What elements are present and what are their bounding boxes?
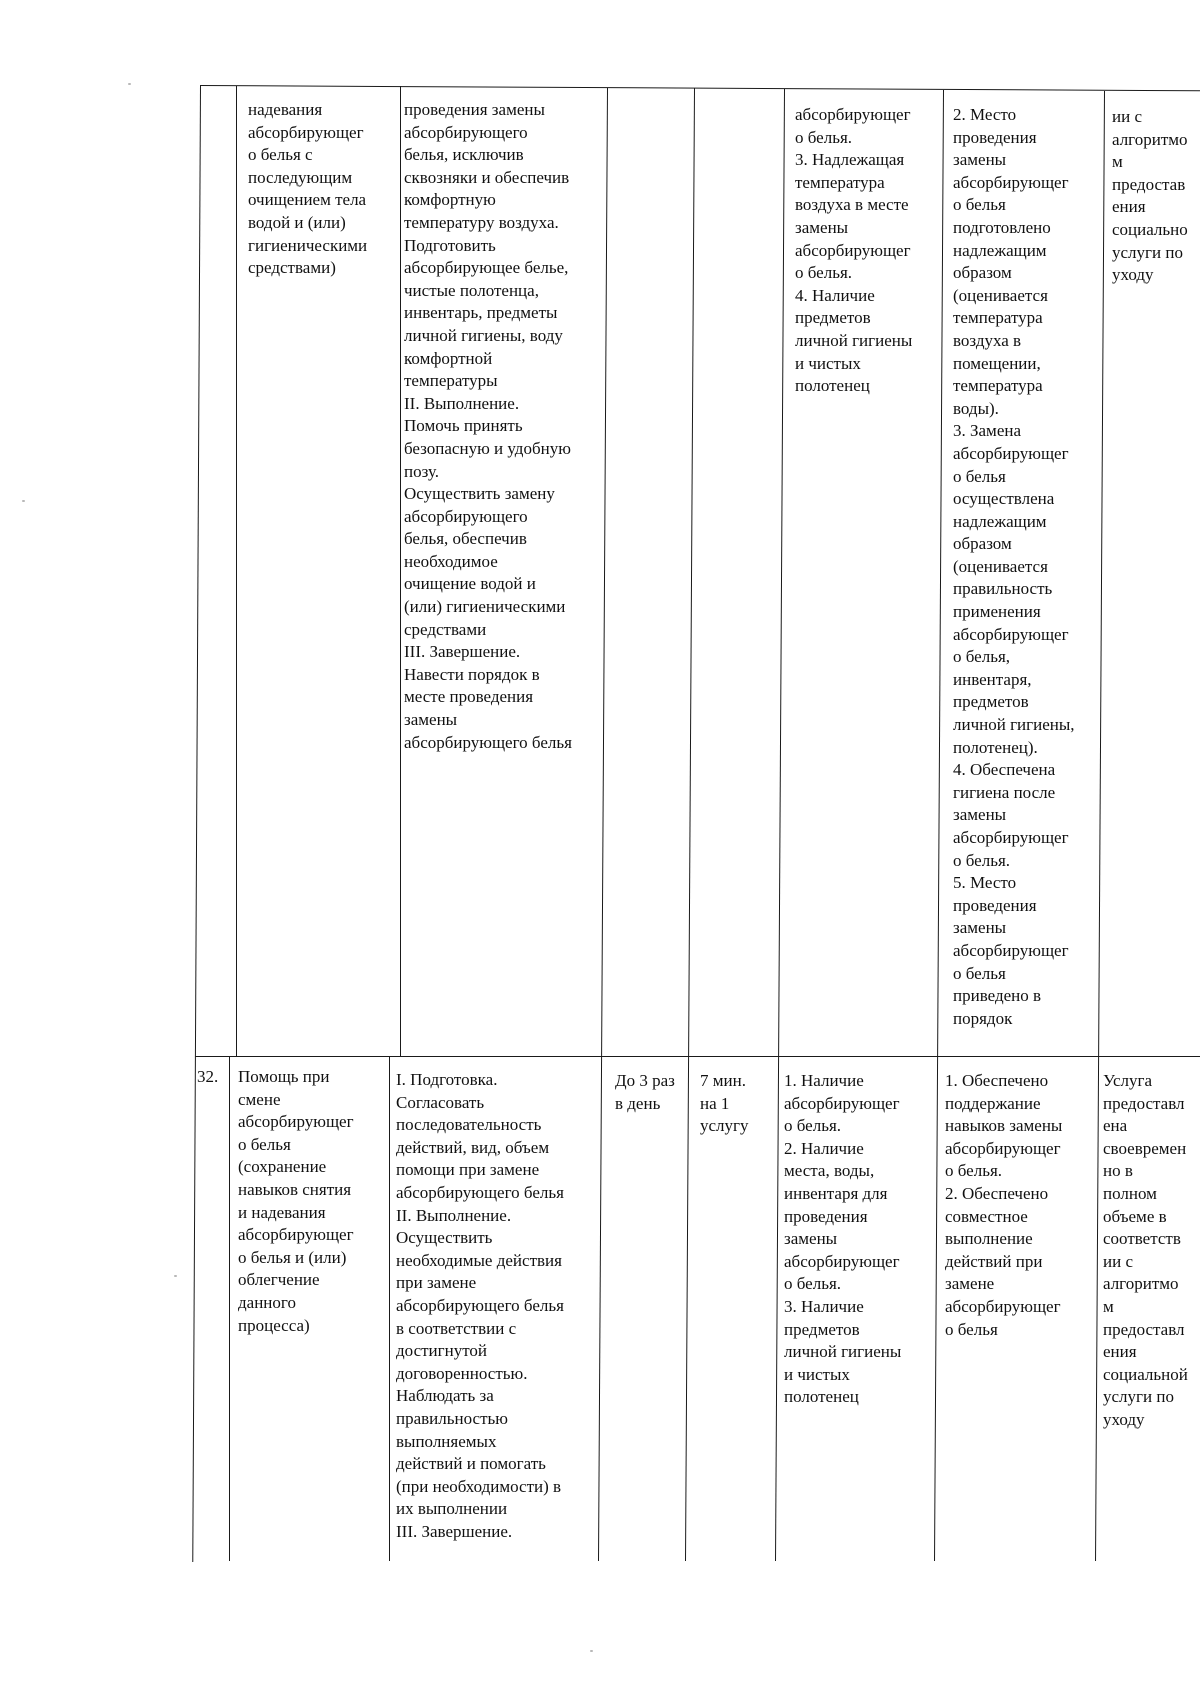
row-number-cell: 32. — [197, 1067, 219, 1086]
scan-speck — [128, 83, 131, 85]
column-divider — [685, 88, 695, 1561]
service-time-cell: 7 мин. на 1 услугу — [700, 1071, 749, 1136]
column-divider — [400, 86, 401, 1056]
column-divider — [229, 1056, 230, 1561]
column-divider — [598, 88, 608, 1561]
column-divider — [389, 1056, 390, 1561]
column-divider — [236, 86, 237, 1056]
row-divider — [195, 1056, 1200, 1057]
column-divider — [934, 90, 944, 1561]
table-top-border — [200, 85, 1200, 91]
service-quality-cell: 1. Обеспечено поддержание навыков замены абсорбирующег о белья. 2. Обеспечено совместное выполнение действий при замене абсорбирующег о белья — [945, 1071, 1063, 1339]
service-name-cell: надевания абсорбирующег о белья с последующим очищением тела водой и (или) гигиеническими средствами) — [248, 100, 368, 278]
service-frequency-cell: До 3 раз в день — [615, 1071, 675, 1113]
service-result-cell: Услуга предоставл ена своевремен но в полном объеме в соответств ии с алгоритмо м предоставл ения социальной услуги по уходу — [1103, 1071, 1188, 1429]
service-conditions-cell: 1. Наличие абсорбирующег о белья. 2. Наличие места, воды, инвентаря для проведения замены абсорбирующег о белья. 3. Наличие предметов личной гигиены и чистых полотенец — [784, 1071, 902, 1407]
scan-speck — [590, 1650, 593, 1652]
service-description-cell: проведения замены абсорбирующего белья, исключив сквозняки и обеспечив комфортную температуру воздуха. Подготовить абсорбирующее белье, чистые полотенца, инвентарь, предметы личной гигиены, воду комфортной температуры II. Выполнение. Помочь принять безопасную и удобную позу. Осуществить замену абсорбирующего белья, обеспечив необходимое очищение водой и (или) гигиеническими средствами III. Завершение. Навести порядок в месте проведения замены абсорбирующего белья — [404, 100, 572, 752]
service-name-cell: Помощь при смене абсорбирующег о белья (сохранение навыков снятия и надевания абсорбирующег о белья и (или) облегчение данного процесса) — [238, 1067, 354, 1335]
service-conditions-cell: абсорбирующег о белья. 3. Надлежащая температура воздуха в месте замены абсорбирующег о белья. 4. Наличие предметов личной гигиены и чистых полотенец — [795, 105, 913, 396]
scan-speck — [174, 1275, 177, 1277]
service-quality-cell: 2. Место проведения замены абсорбирующег о белья подготовлено надлежащим образом (оценивается температура воздуха в помещении, температура воды). 3. Замена абсорбирующег о белья осуществлена надлежащим образом (оценивается правильность применения абсорбирующег о белья, инвентаря, предметов личной гигиены, полотенец). 4. Обеспечена гигиена после замены абсорбирующег о белья. 5. Место проведения замены абсорбирующег о белья приведено в порядок — [953, 105, 1075, 1028]
service-result-cell: ии с алгоритмо м предостав ения социально услуги по уходу — [1112, 107, 1188, 285]
scan-speck — [22, 500, 25, 502]
table-left-border — [192, 85, 201, 1562]
service-description-cell: I. Подготовка. Согласовать последовательность действий, вид, объем помощи при замене абсорбирующего белья II. Выполнение. Осуществить необходимые действия при замене абсорбирующего белья в соответствии с достигнутой договоренностью. Наблюдать за правильностью выполняемых действий и помогать (при необходимости) в их выполнении III. Завершение. — [396, 1070, 564, 1541]
